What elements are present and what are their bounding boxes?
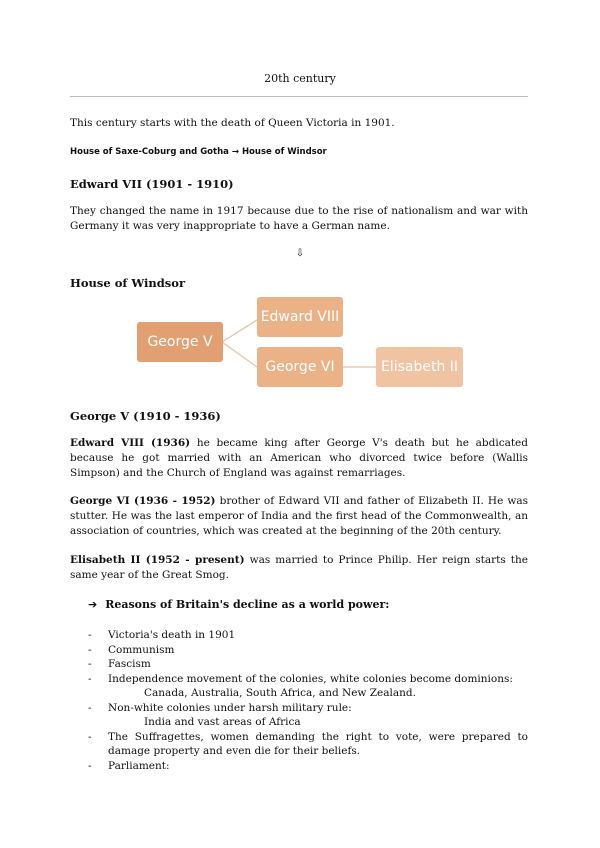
house-to: House of Windsor — [241, 147, 327, 157]
decline-heading: Reasons of Britain's decline as a world power: — [105, 598, 390, 611]
george5-heading: George V (1910 - 1936) — [70, 409, 221, 423]
list-item — [88, 643, 528, 658]
dash-bullet: - — [88, 672, 92, 685]
edward7-heading: Edward VII (1901 - 1910) — [70, 177, 234, 191]
house-change-line — [70, 147, 327, 157]
list-item-text: Fascism — [108, 658, 151, 670]
list-item — [88, 657, 528, 672]
list-item-text: Non-white colonies under harsh military rule: — [108, 701, 352, 714]
list-item-text: Independence movement of the colonies, white colonies become dominions: — [108, 672, 513, 685]
elisabeth2-paragraph — [70, 553, 528, 583]
dash-bullet: - — [88, 701, 92, 714]
connector-george6 — [222, 342, 257, 367]
list-item-text: The Suffragettes, women demanding the right to vote, were prepared to damage property and even die for their beliefs. — [108, 730, 528, 757]
list-item — [88, 730, 528, 759]
dash-bullet: - — [88, 658, 92, 670]
decline-list — [88, 628, 528, 773]
dash-bullet: - — [88, 629, 92, 641]
list-item — [88, 701, 528, 716]
elisabeth2-text: was married to Prince Philip. Her reign starts the same year of the Great Smog. — [70, 554, 529, 581]
connector-edward8 — [222, 320, 257, 342]
down-arrow-icon: ⇩ — [295, 248, 305, 259]
dash-bullet: - — [88, 730, 92, 743]
list-item — [88, 672, 528, 687]
sub-item-dominions: Canada, Australia, South Africa, and New Zealand. — [144, 687, 416, 699]
tree-node-george5: George V — [137, 322, 223, 362]
arrow-bullet-icon: ➔ — [88, 598, 98, 611]
list-item-text: Victoria's death in 1901 — [108, 629, 236, 641]
elisabeth2-name: Elisabeth II (1952 - present) — [70, 554, 245, 566]
edward8-name: Edward VIII (1936) — [70, 437, 191, 449]
header-divider — [70, 96, 528, 97]
george6-name: George VI (1936 - 1952) — [70, 495, 216, 507]
edward8-paragraph — [70, 436, 528, 481]
sub-item-colonies: India and vast areas of Africa — [144, 716, 301, 728]
tree-node-edward8: Edward VIII — [257, 297, 343, 337]
tree-node-elisabeth2: Elisabeth II — [376, 347, 463, 387]
dash-bullet: - — [88, 643, 92, 656]
windsor-heading: House of Windsor — [70, 276, 185, 290]
george6-paragraph — [70, 494, 528, 539]
list-item-text: Parliament: — [108, 759, 170, 772]
list-item — [88, 628, 528, 643]
right-arrow-icon: → — [231, 147, 239, 157]
george6-text: brother of Edward VII and father of Elizabeth II. He was stutter. He was the last emperor of India and the first head of the Commonwealth, an association of countries, which was created at the beginning of the 20th century. — [70, 495, 528, 537]
decline-heading-line — [88, 598, 389, 611]
intro-paragraph: This century starts with the death of Queen Victoria in 1901. — [70, 117, 395, 129]
page-header-title: 20th century — [264, 72, 336, 85]
tree-node-george6: George VI — [257, 347, 343, 387]
edward8-text: he became king after George V's death but he abdicated because he got married with an American who divorced twice before (Wallis Simpson) and the Church of England was against remarriages. — [70, 437, 528, 479]
house-from: House of Saxe-Coburg and Gotha — [70, 147, 229, 157]
dash-bullet: - — [88, 759, 92, 772]
edward7-paragraph: They changed the name in 1917 because due to the rise of nationalism and war with Germany it was very inappropriate to have a German name. — [70, 205, 528, 232]
list-item-text: Communism — [108, 643, 175, 656]
list-item — [88, 759, 528, 774]
